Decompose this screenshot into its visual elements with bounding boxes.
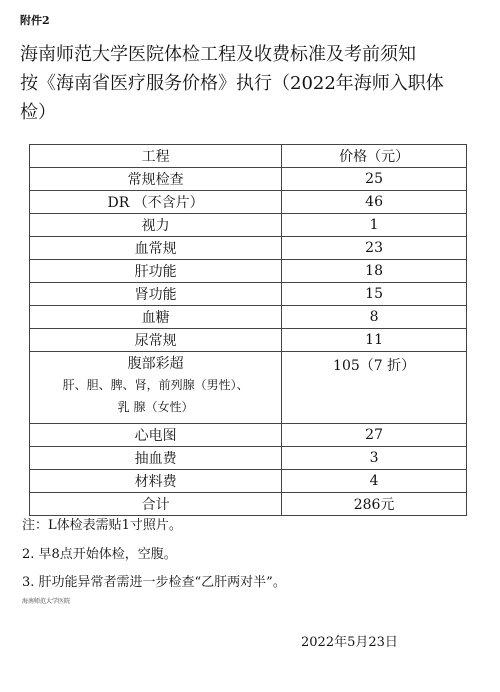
item-cell xyxy=(30,352,282,424)
attachment-label: 附件2 xyxy=(20,14,50,27)
price-cell: 23 xyxy=(282,237,467,260)
title-line: 检） xyxy=(20,102,56,123)
table-row xyxy=(30,237,467,260)
table-row xyxy=(30,447,467,470)
item-cell: 心电图 xyxy=(30,424,282,447)
price-cell: 27 xyxy=(282,424,467,447)
table-row xyxy=(30,260,467,283)
item-cell: 肾功能 xyxy=(30,283,282,306)
price-cell: 1 xyxy=(282,214,467,237)
ultrasound-detail: 乳 腺（女性） xyxy=(117,400,194,414)
table-row xyxy=(30,424,467,447)
price-cell: 25 xyxy=(282,168,467,191)
note-liver: 3. 肝功能异常者需进一步检查“乙肝两对半”。 xyxy=(22,575,286,590)
fee-table xyxy=(29,144,467,516)
document-title xyxy=(20,40,482,127)
table-row-total xyxy=(30,493,467,516)
footer-hospital-name: 海南师范大学医院 xyxy=(22,598,71,605)
table-row xyxy=(30,470,467,493)
ultrasound-name: 腹部彩超 xyxy=(127,356,184,372)
title-line: 海南师范大学医院体检工程及收费标准及考前须知 xyxy=(20,44,416,65)
price-cell: 4 xyxy=(282,470,467,493)
price-cell: 15 xyxy=(282,283,467,306)
total-price-cell: 286元 xyxy=(282,493,467,516)
table-header-row xyxy=(30,145,467,168)
item-cell: 血糖 xyxy=(30,306,282,329)
item-cell: 视力 xyxy=(30,214,282,237)
table-row xyxy=(30,283,467,306)
total-label-cell: 合计 xyxy=(30,493,282,516)
item-cell: DR （不含片） xyxy=(30,191,282,214)
price-cell: 11 xyxy=(282,329,467,352)
price-cell: 46 xyxy=(282,191,467,214)
item-cell: 常规检查 xyxy=(30,168,282,191)
item-cell: 抽血费 xyxy=(30,447,282,470)
table-row xyxy=(30,329,467,352)
item-cell: 血常规 xyxy=(30,237,282,260)
item-cell: 材料费 xyxy=(30,470,282,493)
table-row xyxy=(30,306,467,329)
price-cell: 3 xyxy=(282,447,467,470)
table-row xyxy=(30,214,467,237)
price-cell: 18 xyxy=(282,260,467,283)
column-header-item: 工程 xyxy=(30,145,282,168)
note-fasting: 2. 早8点开始体检，空腹。 xyxy=(22,547,177,562)
table-row xyxy=(30,168,467,191)
ultrasound-detail: 肝、胆、脾、肾，前列腺（男性）、 xyxy=(62,378,249,392)
price-cell: 105（7 折） xyxy=(282,352,467,424)
item-cell: 肝功能 xyxy=(30,260,282,283)
table-row xyxy=(30,191,467,214)
item-cell: 尿常规 xyxy=(30,329,282,352)
column-header-price: 价格（元） xyxy=(282,145,467,168)
title-line: 按《海南省医疗服务价格》执行（2022年海师入职体 xyxy=(20,73,444,94)
table-row-ultrasound xyxy=(30,352,467,424)
price-cell: 8 xyxy=(282,306,467,329)
document-date: 2022年5月23日 xyxy=(301,635,398,650)
note-photo: 注：L体检表需贴1寸照片。 xyxy=(22,518,182,533)
